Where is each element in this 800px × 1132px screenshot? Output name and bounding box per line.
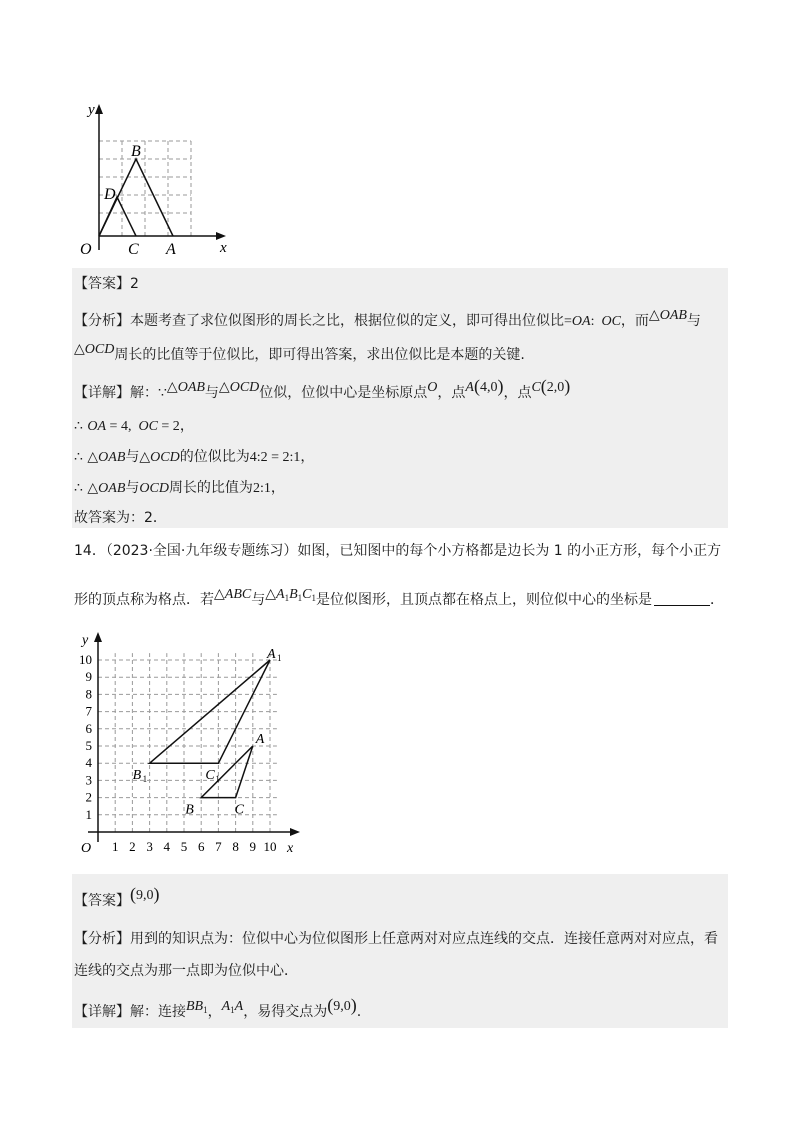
- q14-analysis-line-2: 连线的交点为那一点即为位似中心．: [74, 963, 298, 979]
- y-axis-arrow: [95, 104, 103, 114]
- q13-detail-line-2: ∴ OA = 4, OC = 2，: [74, 418, 194, 434]
- y-tick-label: 10: [79, 652, 92, 667]
- x-label: x: [220, 240, 227, 256]
- label-C1: C: [205, 768, 215, 784]
- q14-stem-line-2: 形的顶点称为格点．若△ABC与$\triangle A_1B_1C_1$是位似图形，且顶点都在格点上，则位似中心的坐标是 ．: [74, 587, 724, 608]
- label-B: B: [185, 802, 194, 818]
- y-tick-label: 8: [85, 686, 92, 702]
- label-B: B: [131, 143, 141, 160]
- x-tick-label: 4: [163, 839, 171, 854]
- y-label: y: [88, 102, 95, 118]
- origin-label: O: [81, 841, 92, 856]
- q14-stem-line-1: 14．（2023·全国·九年级专题练习）如图，已知图中的每个小方格都是边长为 1 的小正方形，每个小正方: [74, 543, 722, 559]
- label-A: A: [166, 241, 176, 258]
- x-tick-label: 7: [215, 839, 222, 854]
- label-O: O: [80, 241, 92, 258]
- x-axis-arrow: [290, 828, 300, 836]
- y-tick-label: 1: [85, 806, 92, 822]
- q13-detail-line-3: ∴ △OAB与△OCD的位似比为4:2 = 2:1，: [74, 449, 315, 465]
- label-C: C: [128, 241, 139, 258]
- x-axis-arrow: [216, 232, 226, 240]
- answer-blank: [654, 591, 710, 606]
- q13-analysis-line-1: 【分析】本题考查了求位似图形的周长之比，根据位似的定义，即可得出位似比=OA: OC，而△OAB与: [74, 308, 701, 329]
- answer-value: (9,0): [130, 884, 160, 904]
- label-A: A: [255, 732, 265, 747]
- label-A1: A: [267, 647, 276, 662]
- q14-answer-line: [74, 884, 160, 911]
- q14-analysis-line-1: 【分析】用到的知识点为：位似中心为位似图形上任意两对对应点连线的交点．连接任意两对对应点，看: [74, 931, 718, 947]
- x-tick-label: 10: [263, 839, 277, 854]
- y-tick-label: 6: [85, 720, 92, 736]
- label-C: C: [234, 802, 244, 818]
- label-D: D: [104, 186, 116, 203]
- y-tick-label: 3: [85, 772, 92, 788]
- y-tick-label: 7: [85, 703, 92, 719]
- label-A1-subscript: 1: [277, 653, 282, 663]
- answer-tag: 【答案】: [74, 276, 130, 292]
- label-B1-subscript: 1: [142, 774, 148, 785]
- q13-detail-line-4: ∴ △OAB与OCD周长的比值为2:1，: [74, 480, 285, 496]
- x-tick-label: 9: [249, 839, 257, 854]
- q13-detail-line-1: 【详解】解：∵△OAB与△OCD位似，位似中心是坐标原点O，点A(4,0)，点C(2,0): [74, 376, 571, 401]
- x-tick-label: 5: [180, 839, 188, 854]
- y-tick-label: 2: [85, 789, 92, 805]
- question-number: 14．: [74, 543, 106, 559]
- x-tick-label: 6: [197, 839, 205, 854]
- x-label: x: [287, 841, 294, 856]
- q13-final-line: 故答案为：2．: [74, 510, 167, 526]
- y-tick-label: 9: [85, 669, 92, 685]
- label-C1-subscript: 1: [215, 774, 220, 785]
- answer-value: 2: [130, 276, 139, 292]
- y-tick-label: 4: [85, 755, 92, 771]
- x-tick-label: 3: [146, 839, 153, 854]
- y-label: y: [82, 633, 89, 648]
- q13-answer-line: [74, 274, 139, 294]
- y-axis-arrow: [94, 632, 102, 642]
- figure-triangle-oab: [74, 100, 234, 258]
- x-tick-label: 8: [232, 839, 239, 854]
- q13-analysis-line-2: △OCD周长的比值等于位似比，即可得出答案，求出位似比是本题的关键.: [74, 342, 525, 363]
- x-tick-label: 2: [129, 839, 136, 854]
- figure-similar-triangles: [72, 630, 308, 860]
- y-tick-label: 5: [85, 738, 92, 753]
- answer-tag: 【答案】: [74, 893, 130, 909]
- x-tick-label: 1: [111, 839, 119, 854]
- q14-detail-line: 【详解】解：连接$BB_1$，$A_1A$，易得交点为(9,0).: [74, 995, 362, 1020]
- label-B1: B: [132, 768, 142, 784]
